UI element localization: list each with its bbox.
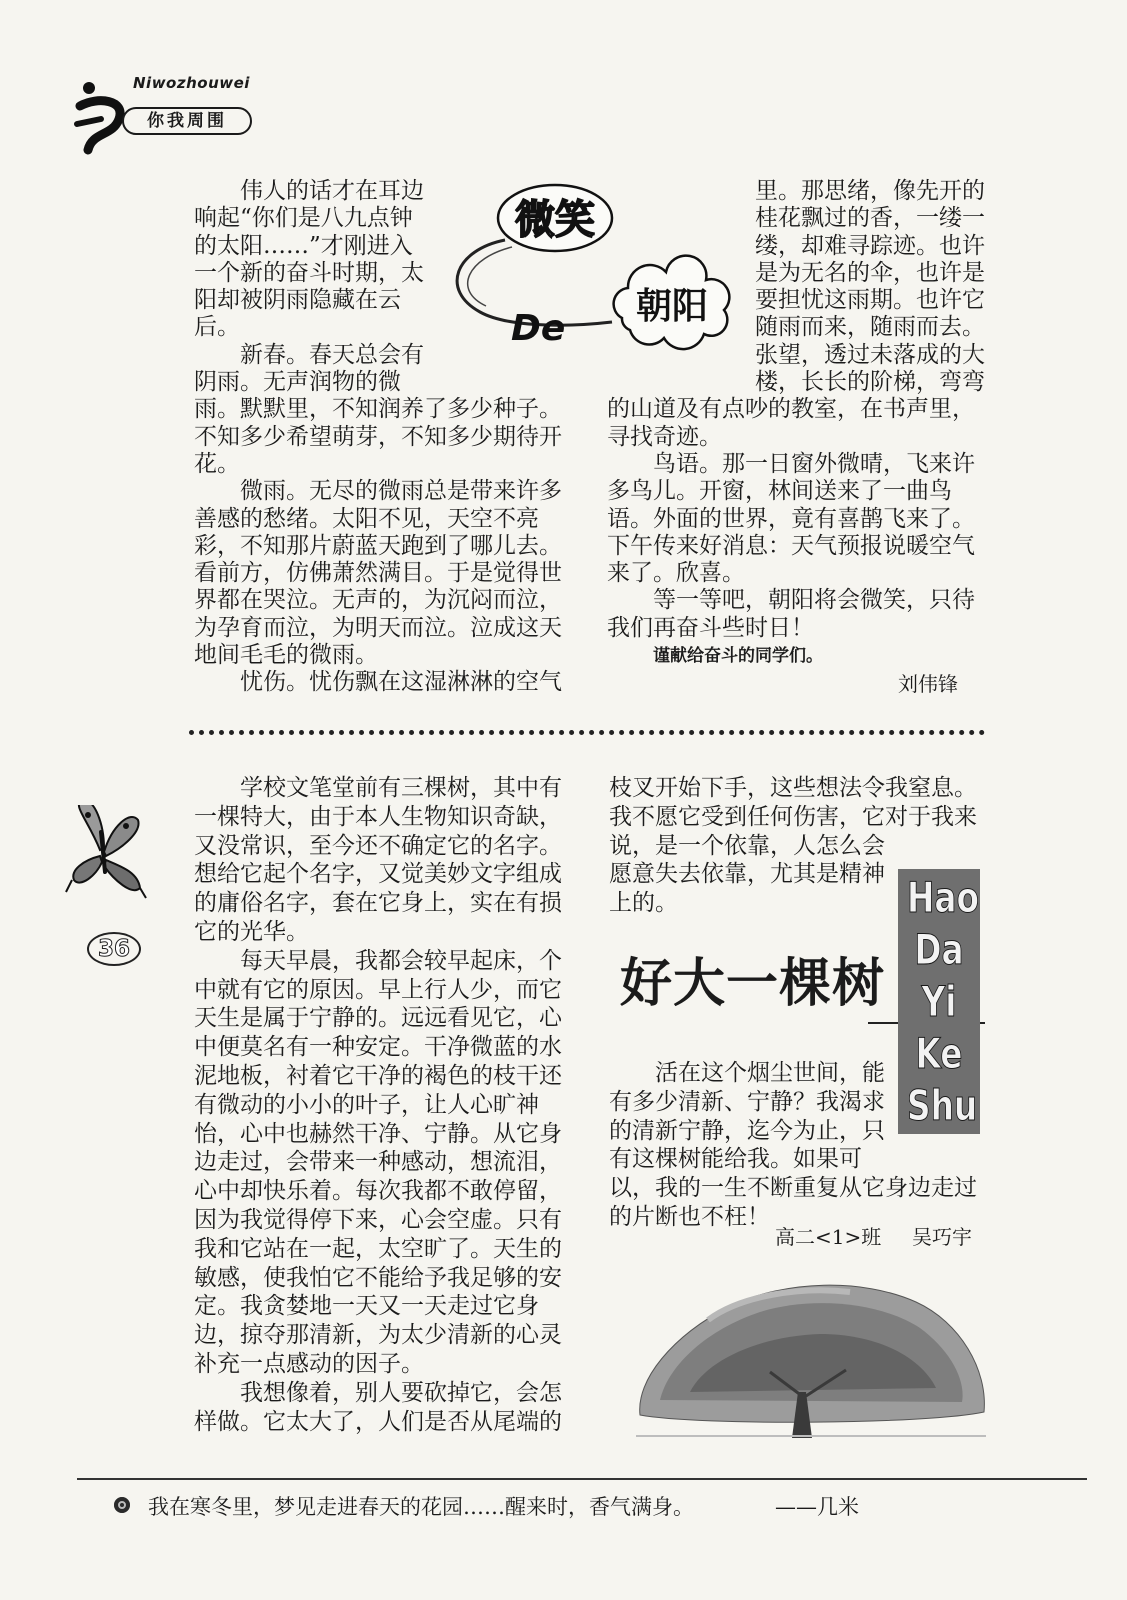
text-line: 来了。欣喜。 bbox=[607, 560, 745, 587]
text-line: 有这棵树能给我。如果可 bbox=[609, 1146, 862, 1173]
text-line: 张望，透过未落成的大 bbox=[755, 341, 985, 368]
dotted-separator bbox=[189, 730, 985, 735]
text-line: 定。我贪婪地一天又一天走过它身 bbox=[194, 1293, 539, 1320]
text-line: 又没常识，至今还不确定它的名字。 bbox=[194, 832, 562, 859]
text-line: 楼，长长的阶梯，弯弯 bbox=[755, 369, 985, 396]
text-line: 鸟语。那一日窗外微晴，飞来许 bbox=[653, 450, 975, 477]
footer-quote: 我在寒冬里，梦见走进春天的花园……醒来时，香气满身。 bbox=[148, 1495, 694, 1519]
article1-title-smile: 微笑 bbox=[515, 197, 595, 243]
tree-illustration bbox=[628, 1270, 990, 1442]
text-line: 要担忧这雨期。也许它 bbox=[755, 287, 985, 314]
footer-rule bbox=[77, 1478, 1087, 1480]
text-line: 下午传来好消息：天气预报说暖空气 bbox=[607, 532, 975, 559]
text-line: 枝叉开始下手，这些想法令我窒息。 bbox=[609, 775, 977, 801]
text-line: 雨。默默里，不知润养了多少种子。 bbox=[194, 396, 562, 423]
text-line: 伟人的话才在耳边 bbox=[240, 178, 424, 204]
text-line: 新春。春天总会有 bbox=[240, 341, 424, 368]
article2-left-column bbox=[194, 774, 562, 1436]
text-line: 寻找奇迹。 bbox=[607, 423, 722, 450]
text-line: 的太阳……”才刚进入 bbox=[194, 232, 413, 259]
text-line: 忧伤。忧伤飘在这湿淋淋的空气 bbox=[240, 669, 562, 696]
text-line: 样做。它太大了，人们是否从尾端的 bbox=[194, 1408, 562, 1435]
article1-dedication: 谨献给奋斗的同学们。 bbox=[653, 646, 823, 666]
text-line: 缕，却难寻踪迹。也许 bbox=[755, 232, 985, 259]
pinyin-word: Da bbox=[914, 925, 964, 974]
text-line: 因为我觉得停下来，心会空虚。只有 bbox=[194, 1206, 562, 1233]
text-line: 看前方，仿佛萧然满目。于是觉得世 bbox=[194, 560, 562, 587]
column-pinyin: Niwozhouwei bbox=[133, 74, 250, 92]
text-line: 里。那思绪，像先开的 bbox=[755, 178, 985, 204]
text-line: 的片断也不枉！ bbox=[609, 1203, 770, 1230]
article1-title-sun: 朝阳 bbox=[635, 286, 709, 327]
article1-author: 刘伟锋 bbox=[898, 672, 958, 696]
text-line: 彩，不知那片蔚蓝天跑到了哪儿去。 bbox=[194, 532, 562, 559]
footer-attribution: ——几米 bbox=[775, 1495, 859, 1519]
text-line: 随雨而来，随雨而去。 bbox=[755, 314, 985, 341]
text-line: 的清新宁静，迄今为止，只 bbox=[609, 1117, 885, 1144]
text-line: 泥地板，衬着它干净的褐色的枝干还 bbox=[194, 1062, 562, 1089]
bullet-icon bbox=[114, 1497, 130, 1513]
text-line: 怡，心中也赫然干净、宁静。从它身 bbox=[194, 1120, 562, 1147]
text-line: 中便莫名有一种安定。干净微蓝的水 bbox=[194, 1034, 562, 1061]
pinyin-word: Hao bbox=[907, 873, 980, 922]
pinyin-word: Shu bbox=[907, 1081, 978, 1130]
article2-title: 好大一棵树 bbox=[620, 954, 886, 1014]
text-line: 学校文笔堂前有三棵树，其中有 bbox=[240, 775, 562, 801]
text-line: 等一等吧，朝阳将会微笑，只待 bbox=[653, 587, 975, 614]
text-line: 阴雨。无声润物的微 bbox=[194, 369, 401, 396]
text-line: 上的。 bbox=[609, 890, 678, 917]
article2-author-class: 高二<1>班 bbox=[775, 1225, 882, 1249]
text-line: 想给它起个名字，又觉美妙文字组成 bbox=[194, 861, 562, 888]
page-number: 36 bbox=[87, 932, 141, 966]
text-line: 活在这个烟尘世间，能 bbox=[655, 1060, 885, 1086]
text-line: 桂花飘过的香，一缕一 bbox=[755, 205, 985, 232]
text-line: 响起“你们是八九点钟 bbox=[194, 205, 413, 232]
text-line: 以，我的一生不断重复从它身边走过 bbox=[609, 1175, 977, 1202]
text-line: 一个新的奋斗时期，太 bbox=[194, 259, 424, 286]
text-line: 是为无名的伞，也许是 bbox=[755, 259, 985, 286]
text-line: 它的光华。 bbox=[194, 918, 309, 945]
column-name-badge: 你我周围 bbox=[122, 107, 252, 135]
text-line: 补充一点感动的因子。 bbox=[194, 1350, 424, 1377]
text-line: 善感的愁绪。太阳不见，天空不亮 bbox=[194, 505, 539, 532]
text-line: 敏感，使我怕它不能给予我足够的安 bbox=[194, 1264, 562, 1291]
text-line: 的山道及有点吵的教室，在书声里， bbox=[607, 396, 975, 423]
article2-author: 吴巧宇 bbox=[912, 1225, 972, 1249]
pinyin-word: Yi bbox=[921, 977, 957, 1026]
text-line: 地间毛毛的微雨。 bbox=[194, 642, 378, 669]
text-line: 有多少清新、宁静？我渴求 bbox=[609, 1088, 885, 1115]
butterfly-illustration bbox=[60, 805, 150, 905]
text-line: 的庸俗名字，套在它身上，实在有损 bbox=[194, 890, 562, 917]
pinyin-word: Ke bbox=[915, 1029, 963, 1078]
text-line: 语。外面的世界，竟有喜鹊飞来了。 bbox=[607, 505, 975, 532]
text-line: 一棵特大，由于本人生物知识奇缺， bbox=[194, 803, 562, 830]
text-line: 界都在哭泣。无声的，为沉闷而泣， bbox=[194, 587, 562, 614]
text-line: 说，是一个依靠，人怎么会 bbox=[609, 832, 885, 859]
text-line: 为孕育而泣，为明天而泣。泣成这天 bbox=[194, 614, 562, 641]
text-line: 阳却被阴雨隐藏在云 bbox=[194, 287, 401, 314]
text-line: 多鸟儿。开窗，林间送来了一曲鸟 bbox=[607, 478, 952, 505]
text-line: 我不愿它受到任何伤害，它对于我来 bbox=[609, 803, 977, 830]
text-line: 有微动的小小的叶子，让人心旷神 bbox=[194, 1091, 539, 1118]
text-line: 我们再奋斗些时日！ bbox=[607, 614, 814, 641]
text-line: 中就有它的原因。早上行人少，而它 bbox=[194, 976, 562, 1003]
article1-right-column bbox=[607, 178, 985, 642]
text-line: 花。 bbox=[194, 450, 240, 477]
text-line: 天生是属于宁静的。远远看见它，心 bbox=[194, 1005, 562, 1032]
text-line: 边，掠夺那清新，为太少清新的心灵 bbox=[194, 1322, 562, 1349]
text-line: 微雨。无尽的微雨总是带来许多 bbox=[240, 478, 562, 505]
text-line: 不知多少希望萌芽，不知多少期待开 bbox=[194, 423, 562, 450]
text-line: 愿意失去依靠，尤其是精神 bbox=[609, 861, 885, 888]
text-line: 每天早晨，我都会较早起床，个 bbox=[240, 947, 562, 974]
text-line: 我和它站在一起，太空旷了。天生的 bbox=[194, 1235, 562, 1262]
article1-title-de: De bbox=[511, 308, 566, 349]
text-line: 我想像着，别人要砍掉它，会怎 bbox=[240, 1379, 562, 1406]
text-line: 心中却快乐着。每次我都不敢停留， bbox=[194, 1178, 562, 1205]
text-line: 边走过，会带来一种感动，想流泪， bbox=[194, 1149, 562, 1176]
text-line: 后。 bbox=[194, 314, 240, 341]
article2-right-bottom-column bbox=[609, 1059, 977, 1232]
